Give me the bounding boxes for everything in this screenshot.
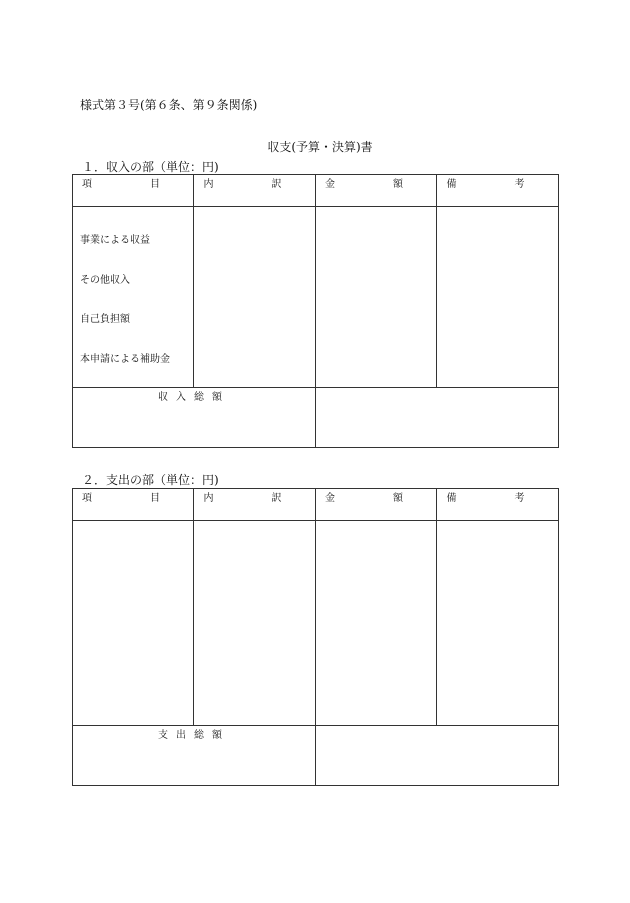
income-header-remarks: 備 考 — [437, 175, 559, 207]
expense-body-row — [73, 521, 559, 726]
income-header-breakdown: 内 訳 — [194, 175, 316, 207]
income-item-other-income: その他収入 — [80, 275, 130, 286]
income-header-item: 項 目 — [73, 175, 194, 207]
form-number: 様式第３号(第６条、第９条関係) — [80, 98, 258, 112]
income-total-row — [73, 388, 559, 448]
expense-header-row — [73, 489, 559, 521]
income-remarks-cell[interactable] — [437, 207, 559, 388]
income-total-value-cell[interactable] — [316, 388, 559, 448]
expense-total-value-cell[interactable] — [316, 726, 559, 786]
income-amount-cell[interactable] — [316, 207, 437, 388]
expense-remarks-cell[interactable] — [437, 521, 559, 726]
income-item-business-revenue: 事業による収益 — [80, 235, 150, 246]
expense-table — [72, 488, 559, 786]
income-total-label-cell: 収入総額 — [73, 388, 316, 448]
expense-header-breakdown: 内 訳 — [194, 489, 316, 521]
expense-header-remarks: 備 考 — [437, 489, 559, 521]
income-header-amount: 金 額 — [316, 175, 437, 207]
expense-header-item: 項 目 — [73, 489, 194, 521]
expense-amount-cell[interactable] — [316, 521, 437, 726]
income-header-row — [73, 175, 559, 207]
income-table — [72, 174, 559, 448]
income-section-title: １．収入の部（単位：円) — [82, 160, 219, 174]
income-breakdown-cell[interactable] — [194, 207, 316, 388]
expense-section-title: ２．支出の部（単位：円) — [82, 473, 219, 487]
expense-header-amount: 金 額 — [316, 489, 437, 521]
expense-breakdown-cell[interactable] — [194, 521, 316, 726]
income-body-row — [73, 207, 559, 388]
expense-total-row — [73, 726, 559, 786]
expense-total-label-cell: 支出総額 — [73, 726, 316, 786]
document-title: 収支(予算・決算)書 — [267, 140, 373, 154]
expense-items-cell[interactable] — [73, 521, 194, 726]
income-item-self-burden: 自己負担額 — [80, 314, 130, 325]
income-item-subsidy: 本申請による補助金 — [80, 354, 170, 365]
income-items-cell — [73, 207, 194, 388]
